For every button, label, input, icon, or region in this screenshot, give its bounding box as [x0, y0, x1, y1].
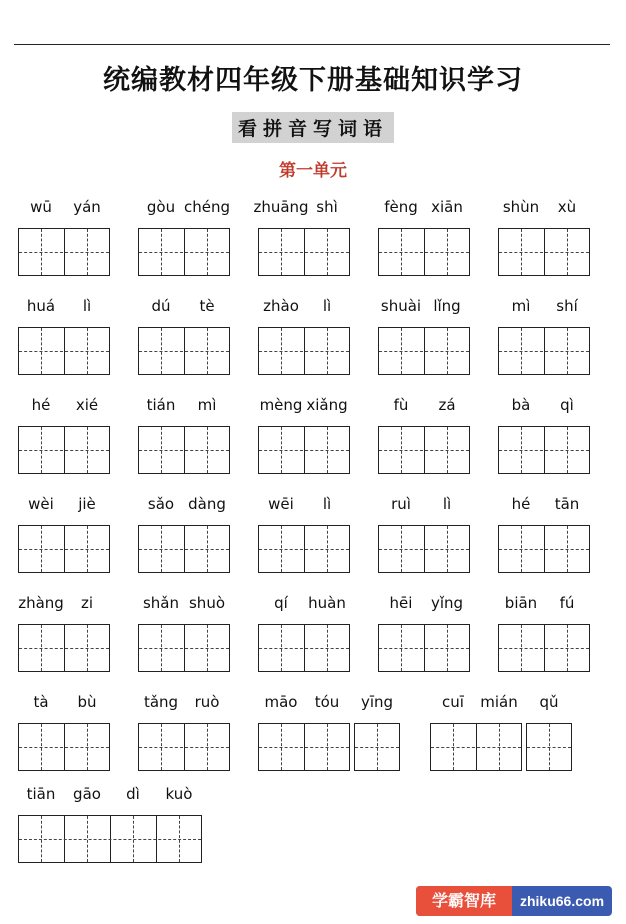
word-item: [18, 297, 110, 377]
pinyin-line: [138, 297, 230, 317]
pinyin-syllable: dàng: [188, 495, 226, 513]
pinyin-syllable: yán: [73, 198, 101, 216]
cell-guide-horizontal: [379, 252, 469, 253]
pinyin-syllable: xù: [557, 198, 577, 216]
writing-grid[interactable]: [138, 426, 230, 474]
writing-grid[interactable]: [258, 228, 350, 276]
writing-grid[interactable]: [138, 327, 230, 375]
pinyin-syllable: kuò: [165, 785, 193, 803]
pinyin-syllable: ruì: [391, 495, 411, 513]
word-item: [430, 693, 572, 773]
cell-guide-horizontal: [379, 450, 469, 451]
pinyin-line: [498, 297, 590, 317]
writing-grid[interactable]: [18, 624, 110, 672]
cell-guide-horizontal: [499, 252, 589, 253]
pinyin-syllable: mián: [480, 693, 518, 711]
pinyin-syllable: tè: [199, 297, 215, 315]
pinyin-syllable: wēi: [268, 495, 294, 513]
pinyin-syllable: jiè: [78, 495, 96, 513]
pinyin-syllable: mèng: [259, 396, 303, 414]
cell-guide-horizontal: [19, 450, 109, 451]
cell-guide-horizontal: [139, 549, 229, 550]
pinyin-syllable: dì: [126, 785, 140, 803]
pinyin-syllable: tián: [146, 396, 176, 414]
writing-grid[interactable]: [258, 624, 350, 672]
top-rule: [14, 44, 610, 45]
pinyin-line: [430, 693, 572, 713]
watermark-brand: 学霸智库: [416, 886, 512, 916]
pinyin-syllable: fù: [393, 396, 409, 414]
pinyin-syllable: hé: [31, 396, 51, 414]
pinyin-line: [498, 495, 590, 515]
writing-grid[interactable]: [18, 525, 110, 573]
pinyin-line: [18, 396, 110, 416]
watermark-badge: [416, 886, 612, 916]
cell-guide-horizontal: [259, 351, 349, 352]
writing-grid[interactable]: [526, 723, 572, 771]
word-item: [498, 495, 590, 575]
pinyin-syllable: huá: [26, 297, 56, 315]
cell-guide-horizontal: [379, 351, 469, 352]
pinyin-syllable: shuò: [188, 594, 226, 612]
word-item: [18, 594, 110, 674]
cell-guide-horizontal: [19, 252, 109, 253]
pinyin-syllable: bà: [511, 396, 531, 414]
cell-guide-horizontal: [19, 747, 109, 748]
word-item: [138, 594, 230, 674]
writing-grid[interactable]: [378, 624, 470, 672]
cell-guide-horizontal: [139, 450, 229, 451]
word-item: [258, 693, 400, 773]
pinyin-syllable: qǔ: [539, 693, 559, 711]
pinyin-line: [498, 594, 590, 614]
pinyin-syllable: bù: [77, 693, 97, 711]
pinyin-syllable: zi: [80, 594, 94, 612]
writing-grid[interactable]: [498, 327, 590, 375]
pinyin-syllable: shí: [556, 297, 578, 315]
writing-grid[interactable]: [354, 723, 400, 771]
subtitle-wrap: [0, 112, 626, 143]
pinyin-syllable: mì: [197, 396, 217, 414]
pinyin-line: [253, 198, 350, 218]
word-item: [18, 198, 110, 278]
cell-guide-horizontal: [499, 648, 589, 649]
pinyin-syllable: dú: [151, 297, 171, 315]
unit-heading: 第一单元: [279, 161, 347, 181]
pinyin-syllable: wū: [30, 198, 52, 216]
pinyin-syllable: yīng: [360, 693, 394, 711]
pinyin-syllable: tǎng: [143, 693, 179, 711]
pinyin-line: [378, 495, 470, 515]
writing-grid[interactable]: [258, 525, 350, 573]
pinyin-syllable: shuài: [380, 297, 422, 315]
pinyin-syllable: shì: [316, 198, 338, 216]
pinyin-syllable: tān: [554, 495, 580, 513]
pinyin-line: [138, 396, 230, 416]
writing-grid[interactable]: [498, 228, 590, 276]
pinyin-syllable: qì: [560, 396, 574, 414]
word-item: [258, 396, 350, 476]
pinyin-syllable: qí: [274, 594, 288, 612]
pinyin-line: [498, 396, 590, 416]
writing-grid[interactable]: [378, 525, 470, 573]
writing-grid[interactable]: [378, 426, 470, 474]
cell-guide-horizontal: [379, 549, 469, 550]
word-item: [258, 297, 350, 377]
pinyin-syllable: tà: [33, 693, 49, 711]
writing-grid[interactable]: [18, 723, 110, 771]
pinyin-syllable: cuī: [442, 693, 464, 711]
pinyin-line: [378, 396, 470, 416]
word-item: [498, 198, 590, 278]
word-item: [378, 198, 470, 278]
pinyin-syllable: gòu: [146, 198, 176, 216]
pinyin-syllable: shùn: [502, 198, 540, 216]
pinyin-line: [138, 693, 230, 713]
pinyin-line: [258, 594, 350, 614]
pinyin-syllable: gāo: [73, 785, 101, 803]
pinyin-line: [18, 495, 110, 515]
word-item: [138, 198, 230, 278]
pinyin-line: [138, 198, 230, 218]
cell-guide-horizontal: [499, 549, 589, 550]
pinyin-syllable: xié: [75, 396, 99, 414]
writing-grid[interactable]: [258, 723, 350, 771]
word-item: [253, 198, 350, 278]
cell-guide-horizontal: [139, 351, 229, 352]
cell-guide-horizontal: [355, 747, 399, 748]
cell-guide-horizontal: [499, 351, 589, 352]
pinyin-line: [138, 495, 230, 515]
writing-grid[interactable]: [258, 327, 350, 375]
pinyin-syllable: hé: [511, 495, 531, 513]
pinyin-line: [18, 785, 202, 805]
cell-guide-horizontal: [259, 747, 349, 748]
pinyin-line: [258, 495, 350, 515]
pinyin-syllable: huàn: [308, 594, 346, 612]
word-item: [138, 297, 230, 377]
writing-grid[interactable]: [498, 426, 590, 474]
word-item: [258, 594, 350, 674]
writing-grid[interactable]: [18, 228, 110, 276]
pinyin-syllable: yǐng: [430, 594, 464, 612]
watermark-site: zhiku66.com: [519, 893, 605, 909]
pinyin-line: [18, 594, 110, 614]
pinyin-syllable: māo: [264, 693, 298, 711]
cell-guide-horizontal: [139, 252, 229, 253]
writing-grid[interactable]: [378, 327, 470, 375]
pinyin-syllable: tiān: [26, 785, 56, 803]
writing-grid[interactable]: [378, 228, 470, 276]
writing-grid[interactable]: [18, 426, 110, 474]
pinyin-syllable: chéng: [183, 198, 231, 216]
pinyin-line: [18, 198, 110, 218]
pinyin-line: [498, 198, 590, 218]
pinyin-syllable: wèi: [28, 495, 54, 513]
word-item: [258, 495, 350, 575]
word-item: [498, 297, 590, 377]
writing-grid[interactable]: [138, 624, 230, 672]
cell-guide-horizontal: [259, 648, 349, 649]
writing-grid[interactable]: [138, 525, 230, 573]
pinyin-line: [378, 297, 470, 317]
pinyin-line: [378, 594, 470, 614]
pinyin-syllable: shǎn: [142, 594, 180, 612]
pinyin-syllable: zá: [438, 396, 456, 414]
writing-grid[interactable]: [498, 525, 590, 573]
word-item: [18, 495, 110, 575]
cell-guide-horizontal: [499, 450, 589, 451]
pinyin-syllable: hēi: [389, 594, 413, 612]
pinyin-line: [378, 198, 470, 218]
word-item: [18, 785, 202, 865]
cell-guide-horizontal: [527, 747, 571, 748]
writing-grid[interactable]: [18, 815, 202, 863]
pinyin-syllable: lì: [442, 495, 452, 513]
pinyin-syllable: lì: [322, 297, 332, 315]
cell-guide-horizontal: [259, 549, 349, 550]
pinyin-syllable: zhàng: [18, 594, 64, 612]
cell-guide-horizontal: [19, 351, 109, 352]
pinyin-syllable: xiǎng: [306, 396, 348, 414]
pinyin-syllable: lì: [82, 297, 92, 315]
writing-grid[interactable]: [18, 327, 110, 375]
pinyin-syllable: fèng: [384, 198, 418, 216]
pinyin-syllable: fú: [559, 594, 575, 612]
pinyin-syllable: lì: [322, 495, 332, 513]
pinyin-line: [18, 297, 110, 317]
page-title: 统编教材四年级下册基础知识学习: [103, 65, 523, 96]
cell-guide-horizontal: [19, 549, 109, 550]
pinyin-line: [258, 396, 350, 416]
pinyin-syllable: ruò: [194, 693, 220, 711]
word-item: [378, 495, 470, 575]
cell-guide-horizontal: [139, 648, 229, 649]
pinyin-line: [258, 693, 400, 713]
word-item: [378, 594, 470, 674]
writing-grid[interactable]: [138, 228, 230, 276]
writing-grid[interactable]: [258, 426, 350, 474]
writing-grid[interactable]: [430, 723, 522, 771]
pinyin-syllable: lǐng: [433, 297, 461, 315]
pinyin-syllable: biān: [504, 594, 538, 612]
pinyin-syllable: xiān: [431, 198, 463, 216]
pinyin-syllable: mì: [511, 297, 531, 315]
cell-guide-horizontal: [379, 648, 469, 649]
pinyin-syllable: sǎo: [147, 495, 175, 513]
word-item: [378, 297, 470, 377]
word-item: [498, 594, 590, 674]
pinyin-syllable: tóu: [314, 693, 340, 711]
cell-guide-horizontal: [19, 648, 109, 649]
cell-guide-horizontal: [259, 252, 349, 253]
pinyin-line: [258, 297, 350, 317]
word-item: [138, 693, 230, 773]
pinyin-syllable: zhuāng: [253, 198, 309, 216]
writing-grid[interactable]: [138, 723, 230, 771]
word-item: [18, 396, 110, 476]
word-item: [18, 693, 110, 773]
writing-grid[interactable]: [498, 624, 590, 672]
cell-guide-horizontal: [259, 450, 349, 451]
section-subtitle: 看拼音写词语: [232, 112, 394, 143]
word-item: [498, 396, 590, 476]
pinyin-line: [18, 693, 110, 713]
pinyin-line: [138, 594, 230, 614]
word-item: [138, 396, 230, 476]
word-item: [378, 396, 470, 476]
cell-guide-horizontal: [19, 839, 201, 840]
word-item: [138, 495, 230, 575]
pinyin-syllable: zhào: [263, 297, 299, 315]
cell-guide-horizontal: [139, 747, 229, 748]
cell-guide-horizontal: [431, 747, 521, 748]
